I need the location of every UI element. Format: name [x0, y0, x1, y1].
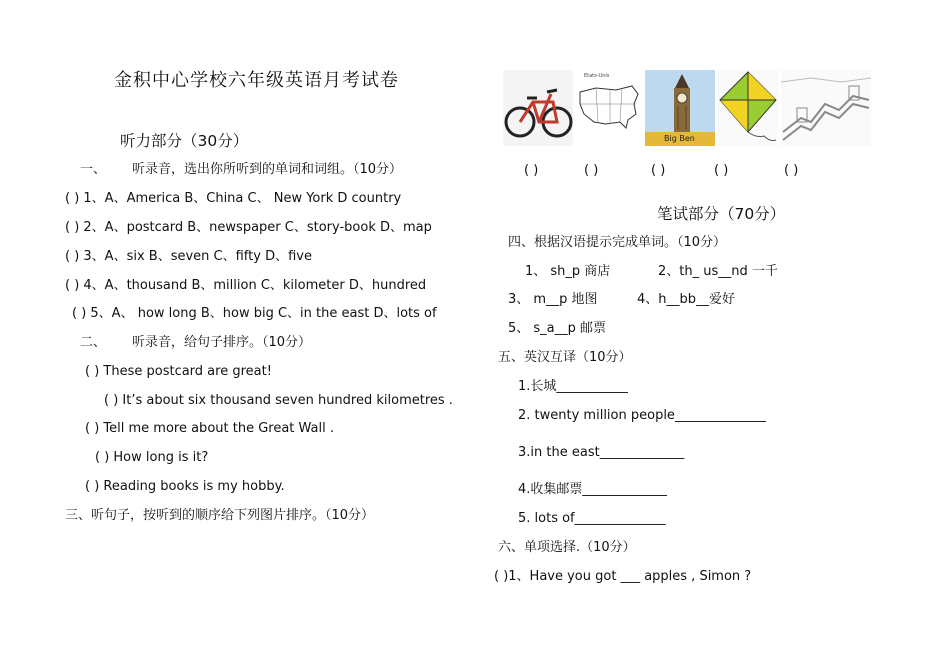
- part5-instruction: 五、英汉互译（10分）: [498, 350, 632, 365]
- answer-bracket[interactable]: ( ): [524, 163, 539, 178]
- sentence-item: ( ) How long is it?: [95, 450, 209, 465]
- word-item: 2、th_ us__nd 一千: [658, 264, 778, 279]
- translate-item: 1.长城___________: [518, 379, 628, 394]
- part6-instruction: 六、单项选择.（10分）: [498, 540, 636, 555]
- sentence-item: ( ) Reading books is my hobby.: [85, 479, 285, 494]
- usa-map-image: [576, 70, 642, 146]
- answer-bracket[interactable]: ( ): [714, 163, 729, 178]
- question-item: ( ) 5、A、 how long B、how big C、in the east D、lots of: [72, 306, 437, 321]
- answer-bracket[interactable]: ( ): [584, 163, 599, 178]
- translate-item: 5. lots of______________: [518, 511, 666, 526]
- question-item: ( ) 3、A、six B、seven C、fifty D、five: [65, 249, 312, 264]
- listening-header: 听力部分（30分）: [120, 132, 249, 150]
- question-item: ( ) 1、A、America B、China C、 New York D country: [65, 191, 402, 206]
- translate-item: 2. twenty million people______________: [518, 408, 766, 423]
- sentence-item: ( ) It’s about six thousand seven hundred kilometres .: [104, 393, 453, 408]
- question-item: ( ) 2、A、postcard B、newspaper C、story-book D、map: [65, 220, 432, 235]
- word-item: 3、 m__p 地图: [508, 292, 598, 307]
- answer-bracket[interactable]: ( ): [651, 163, 666, 178]
- page-title: 金积中心学校六年级英语月考试卷: [114, 70, 399, 91]
- kite-icon: [718, 70, 778, 146]
- map-label: Etats-Unis: [584, 73, 610, 79]
- word-item: 1、 sh_p 商店: [525, 264, 611, 279]
- answer-bracket[interactable]: ( ): [784, 163, 799, 178]
- part3-instruction: 三、听句子，按听到的顺序给下列图片排序。（10分）: [65, 508, 375, 523]
- bicycle-icon: [503, 70, 573, 146]
- part4-instruction: 四、根据汉语提示完成单词。（10分）: [508, 235, 727, 250]
- big-ben-image: [645, 70, 715, 146]
- part2-instruction: 听录音，给句子排序。（10分）: [132, 335, 312, 350]
- great-wall-icon: [781, 70, 871, 146]
- part1-instruction: 听录音，选出你所听到的单词和词组。（10分）: [132, 162, 403, 177]
- part2-number: 二、: [80, 335, 107, 350]
- written-header: 笔试部分（70分）: [657, 205, 786, 223]
- translate-item: 3.in the east_____________: [518, 445, 685, 460]
- translate-item: 4.收集邮票_____________: [518, 482, 667, 497]
- sentence-item: ( ) These postcard are great!: [85, 364, 272, 379]
- word-item: 4、h__bb__爱好: [637, 292, 736, 307]
- word-item: 5、 s_a__p 邮票: [508, 321, 607, 336]
- usa-map-icon: [576, 70, 642, 146]
- choice-item: ( )1、Have you got ___ apples , Simon ?: [494, 569, 752, 584]
- question-item: ( ) 4、A、thousand B、million C、kilometer D、hundred: [65, 278, 427, 293]
- part1-number: 一、: [80, 162, 107, 177]
- big-ben-caption: Big Ben: [664, 134, 695, 143]
- sentence-item: ( ) Tell me more about the Great Wall .: [85, 421, 335, 436]
